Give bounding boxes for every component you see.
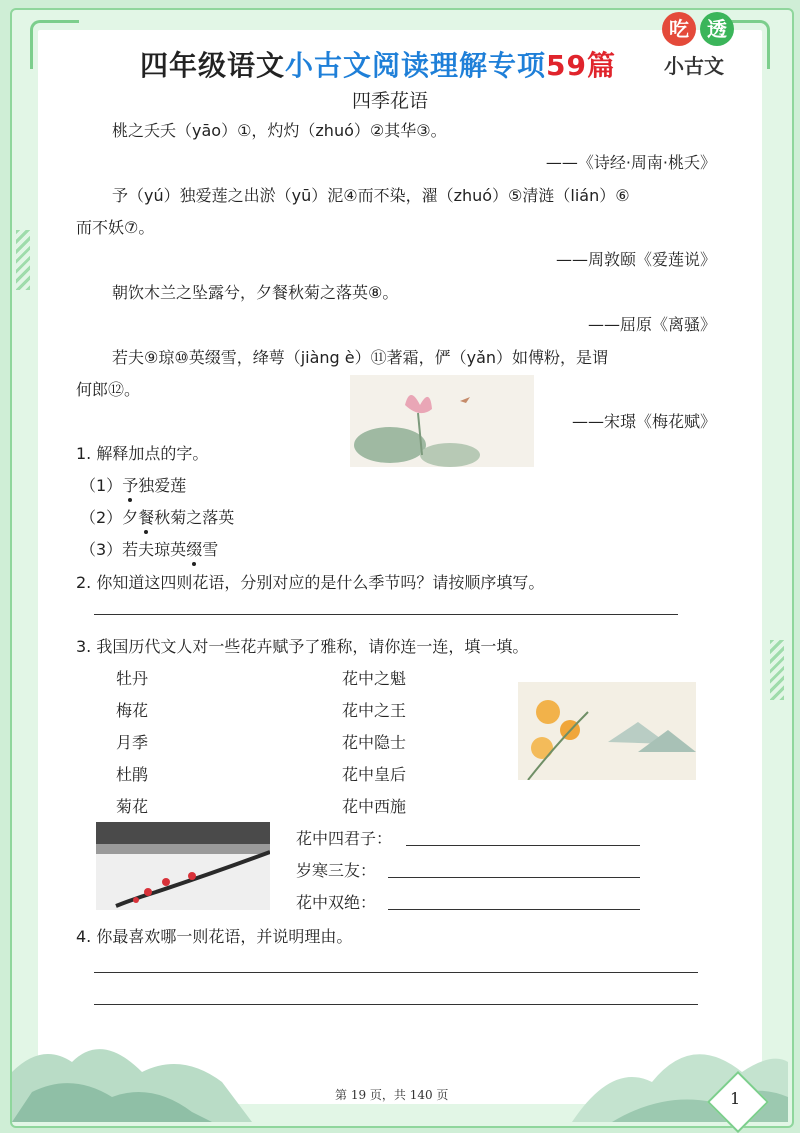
page-number: 1 bbox=[730, 1089, 741, 1108]
stripe-decoration bbox=[16, 230, 30, 290]
flower-title: 花中皇后 bbox=[342, 765, 407, 784]
plum-blossom-painting-image bbox=[96, 822, 270, 910]
flower-name: 菊花 bbox=[116, 797, 149, 816]
question-1-item-1: （1）予独爱莲 bbox=[80, 473, 186, 496]
passage-4-line-2: 何郎⑫。 bbox=[76, 380, 141, 399]
title-part-2: 小古文阅读理解专项 bbox=[285, 49, 547, 82]
passage-4-line: 若夫⑨琼⑩英缀雪，绛萼（jiàng è）⑪著霜，俨（yǎn）如傅粉，是谓 bbox=[112, 348, 609, 367]
passage-1-source: ——《诗经·周南·桃夭》 bbox=[545, 153, 716, 172]
flower-title: 花中西施 bbox=[342, 797, 407, 816]
hills-decoration bbox=[12, 1002, 788, 1122]
question-4-prompt: 4. 你最喜欢哪一则花语，并说明理由。 bbox=[76, 927, 353, 946]
passage-4-source: ——宋璟《梅花赋》 bbox=[571, 412, 716, 431]
question-1-prompt: 1. 解释加点的字。 bbox=[76, 444, 209, 463]
stripe-decoration bbox=[770, 640, 784, 700]
fill-answer-line[interactable] bbox=[388, 877, 640, 878]
title-part-1: 四年级语文 bbox=[140, 49, 286, 82]
question-3-prompt: 3. 我国历代文人对一些花卉赋予了雅称，请你连一连，填一填。 bbox=[76, 637, 529, 656]
question-2-prompt: 2. 你知道这四则花语，分别对应的是什么季节吗？请按顺序填写。 bbox=[76, 573, 545, 592]
question-1-item-3: （3）若夫琼英缀雪 bbox=[80, 537, 218, 560]
fill-label-two-best: 花中双绝： bbox=[296, 893, 377, 912]
passage-2-source: ——周敦颐《爱莲说》 bbox=[555, 250, 716, 269]
flower-title: 花中之王 bbox=[342, 701, 407, 720]
page-footer: 第 19 页，共 140 页 bbox=[335, 1088, 449, 1102]
corner-decoration bbox=[30, 20, 79, 69]
flower-name: 月季 bbox=[116, 733, 149, 752]
passage-2-line-2: 而不妖⑦。 bbox=[76, 218, 155, 237]
passage-1-line: 桃之夭夭（yāo）①，灼灼（zhuó）②其华③。 bbox=[112, 121, 447, 140]
flower-title: 花中之魁 bbox=[342, 669, 407, 688]
fill-answer-line[interactable] bbox=[388, 909, 640, 910]
passage-3-source: ——屈原《离骚》 bbox=[587, 315, 716, 334]
page-title bbox=[140, 44, 616, 84]
flower-title: 花中隐士 bbox=[342, 733, 407, 752]
question-4-answer-line[interactable] bbox=[94, 972, 698, 973]
title-part-3: 59篇 bbox=[546, 49, 616, 82]
logo-badge-tou: 透 bbox=[700, 12, 734, 46]
fill-label-four-gentlemen: 花中四君子： bbox=[296, 829, 393, 848]
section-subtitle: 四季花语 bbox=[352, 90, 429, 112]
passage-2-line: 予（yú）独爱莲之出淤（yū）泥④而不染，濯（zhuó）⑤清涟（lián）⑥ bbox=[112, 186, 630, 205]
flower-name: 杜鹃 bbox=[116, 765, 149, 784]
flower-name: 梅花 bbox=[116, 701, 149, 720]
logo-text: 小古文 bbox=[664, 54, 724, 78]
fill-label-three-friends: 岁寒三友： bbox=[296, 861, 377, 880]
question-1-item-2: （2）夕餐秋菊之落英 bbox=[80, 505, 234, 528]
passage-3-line: 朝饮木兰之坠露兮，夕餐秋菊之落英⑧。 bbox=[112, 283, 399, 302]
question-2-answer-line[interactable] bbox=[94, 614, 678, 615]
lotus-painting-image bbox=[350, 375, 534, 467]
chrysanthemum-painting-image bbox=[518, 682, 696, 780]
fill-answer-line[interactable] bbox=[406, 845, 640, 846]
flower-name: 牡丹 bbox=[116, 669, 149, 688]
logo-badge-chi: 吃 bbox=[662, 12, 696, 46]
